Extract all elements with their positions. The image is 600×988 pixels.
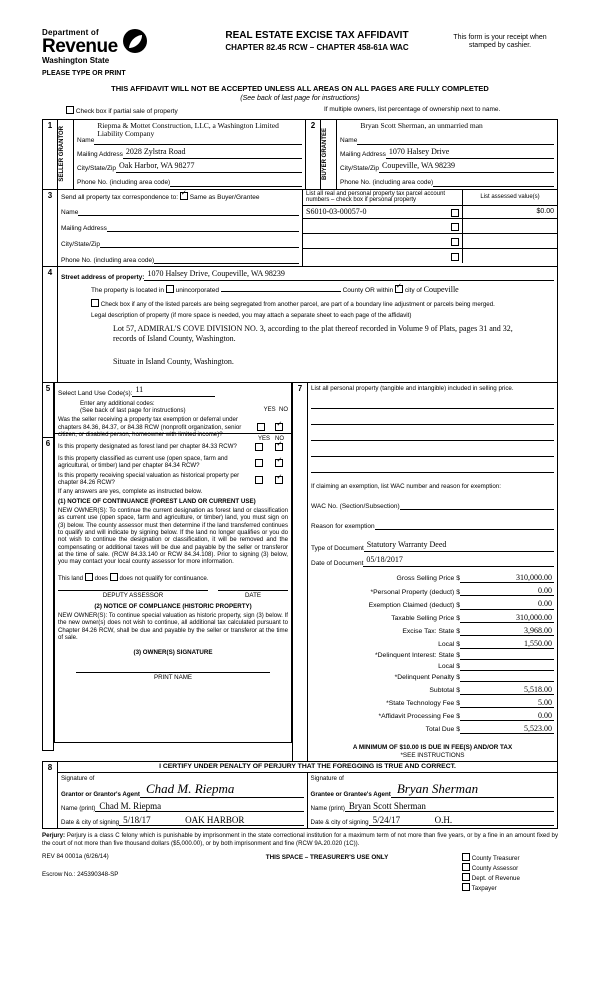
form-header	[42, 28, 558, 78]
segregated-label: Check box if any of the listed parcels are being segregated from another parcel, are part of a boundary line adjustment or parcels being merged.	[100, 300, 495, 308]
street-address-value[interactable]: 1070 Halsey Drive, Coupeville, WA 98239	[144, 269, 554, 281]
personal-property-lines[interactable]	[311, 398, 554, 473]
corr-address-value[interactable]	[107, 220, 299, 232]
revenue-label: Revenue	[42, 36, 118, 58]
assessed-value-0[interactable]: $0.00	[463, 206, 558, 219]
corr-phone-value[interactable]	[154, 252, 299, 264]
fin-value-3[interactable]: 310,000.00	[460, 613, 554, 623]
street-address-row	[61, 269, 554, 281]
personal-property-label: List all personal property (tangible and intangible) included in selling price.	[311, 384, 514, 392]
box5-fields	[54, 382, 292, 438]
box3-number: 3	[43, 189, 58, 266]
receipt-note: This form is your receipt when stamped by cashier.	[453, 34, 547, 50]
grantee-signature-value[interactable]: Bryan Sherman	[391, 782, 554, 798]
doc-type-value[interactable]: Statutory Warranty Deed	[364, 540, 554, 552]
same-as-buyer-checkbox[interactable]	[180, 192, 188, 200]
wac-row	[311, 498, 554, 510]
owner-signature-title: (3) OWNER(S) SIGNATURE	[133, 649, 213, 657]
box4-number: 4	[43, 267, 58, 383]
copy-dept-revenue[interactable]	[462, 873, 558, 882]
see-instructions-label: *SEE INSTRUCTIONS	[400, 751, 465, 759]
seller-phone-label: Phone No. (including area code)	[77, 179, 171, 187]
box6-q2-yes-checkbox[interactable]	[255, 459, 263, 467]
buyer-address-label: Mailing Address	[340, 151, 386, 159]
partial-sale-checkbox[interactable]	[66, 106, 74, 114]
box6-q2-row	[58, 455, 288, 469]
grantor-city-value[interactable]: OAK HARBOR	[179, 815, 303, 826]
treasurer-space-label: THIS SPACE – TREASURER'S USE ONLY	[265, 853, 389, 861]
box6-fields	[54, 433, 292, 743]
buyer-phone-label: Phone No. (including area code)	[340, 179, 434, 187]
box5-q1-yes-checkbox[interactable]	[257, 423, 265, 431]
unincorporated-checkbox[interactable]	[166, 285, 174, 293]
fin-value-1[interactable]: 0.00	[460, 586, 554, 596]
seller-city-label: City/State/Zip	[77, 165, 117, 173]
buyer-name-label: Name	[340, 137, 358, 145]
fin-value-12[interactable]: 5,523.00	[460, 724, 554, 734]
box2-fields	[337, 119, 558, 189]
box5-see-back: (See back of last page for instructions)	[80, 407, 186, 415]
fin-row-9	[311, 685, 554, 695]
fin-label-11: *Affidavit Processing Fee $	[378, 713, 460, 721]
partial-sale-row	[42, 106, 300, 115]
copy-taxpayer[interactable]	[462, 883, 558, 892]
copy-county-assessor[interactable]	[462, 863, 558, 872]
rev-number: REV 84 0001a (6/26/14)	[42, 852, 109, 860]
fin-row-3	[311, 613, 554, 623]
multiple-owners-label: If multiple owners, list percentage of ownership next to name.	[324, 106, 501, 114]
buyer-address-row	[340, 147, 554, 159]
box1-fields	[74, 119, 306, 189]
fin-row-1	[311, 586, 554, 596]
assessed-value-3[interactable]	[463, 249, 558, 264]
fin-value-10[interactable]: 5.00	[460, 698, 554, 708]
personal-property-line-4[interactable]	[311, 446, 554, 457]
box6-q1-no-checkbox[interactable]	[275, 443, 283, 451]
box2-number: 2	[306, 119, 321, 189]
buyer-city-value[interactable]: Coupeville, WA 98239	[379, 161, 554, 173]
fin-value-9[interactable]: 5,518.00	[460, 685, 554, 695]
land-does-not-label: does not qualify for continuance.	[119, 574, 209, 582]
grantor-agent-label: Grantor or Grantor's Agent	[61, 790, 140, 798]
same-as-buyer-label: Same as Buyer/Grantee	[189, 193, 260, 201]
send-correspondence-label: Send all property tax correspondence to:	[61, 193, 179, 201]
personal-property-line-2[interactable]	[311, 414, 554, 425]
fin-label-0: Gross Selling Price $	[396, 575, 460, 583]
seller-city-value[interactable]: Oak Harbor, WA 98277	[116, 161, 302, 173]
seller-name-row	[77, 122, 302, 145]
located-in-label: The property is located in	[91, 287, 164, 295]
box6-q3-yes-checkbox[interactable]	[255, 476, 263, 484]
affidavit-form	[42, 28, 558, 892]
box7-number: 7	[293, 382, 308, 761]
parcel-list-cell	[303, 189, 558, 266]
box5-question-row	[58, 416, 288, 438]
doc-type-label: Type of Document	[311, 544, 364, 552]
box6-q1-yes-checkbox[interactable]	[255, 443, 263, 451]
corr-phone-label: Phone No. (including area code)	[61, 256, 155, 264]
fin-label-12: Total Due $	[425, 726, 460, 734]
corr-name-row	[61, 204, 299, 216]
box6-q2-no-checkbox[interactable]	[275, 459, 283, 467]
land-use-row	[58, 385, 288, 397]
personal-property-line-3[interactable]	[311, 430, 554, 441]
copy-taxpayer-checkbox[interactable]	[462, 883, 470, 891]
corr-address-label: Mailing Address	[61, 224, 107, 232]
box5-no-label: NO	[279, 407, 288, 414]
fin-value-5[interactable]: 1,550.00	[460, 639, 554, 649]
certify-label: I CERTIFY UNDER PENALTY OF PERJURY THAT THE FOREGOING IS TRUE AND CORRECT.	[58, 762, 557, 773]
lower-section-table	[42, 382, 558, 762]
fin-row-10	[311, 698, 554, 708]
box6-ifany-label: If any answers are yes, complete as instructed below.	[58, 487, 203, 495]
seller-phone-row	[77, 175, 302, 187]
parcel-personal-checkbox-3[interactable]	[451, 253, 459, 261]
escrow-row	[42, 871, 192, 878]
land-does-label: does	[94, 574, 108, 582]
escrow-label: Escrow No.:	[42, 871, 76, 879]
grantor-signature-block	[58, 773, 308, 829]
parcel-header: List all real and personal property tax parcel account numbers – check box if personal property	[303, 190, 463, 206]
buyer-name-row	[340, 122, 554, 145]
notice-continuance-title: (1) NOTICE OF CONTINUANCE (FOREST LAND OR CURRENT USE)	[58, 497, 256, 505]
additional-codes-label: Enter any additional codes:	[80, 400, 155, 408]
page-subtitle: CHAPTER 82.45 RCW – CHAPTER 458-61A WAC	[225, 42, 409, 52]
box6-number: 6	[43, 438, 54, 751]
legal-description-text-2: Situate in Island County, Washington.	[113, 356, 234, 366]
grantee-date-label: Date & city of signing	[310, 819, 369, 827]
fin-row-0	[311, 573, 554, 583]
personal-property-line-1[interactable]	[311, 398, 554, 409]
deputy-date-label: DATE	[218, 590, 288, 599]
box5-number: 5	[43, 383, 54, 438]
assessed-value-1[interactable]	[463, 219, 558, 234]
city-of-checkbox[interactable]	[395, 285, 403, 293]
corr-phone-row	[61, 252, 299, 264]
buyer-city-label: City/State/Zip	[340, 165, 380, 173]
grantee-date-value[interactable]: 5/24/17	[369, 815, 429, 826]
property-address-table	[42, 266, 558, 383]
copy-dept-revenue-checkbox[interactable]	[462, 873, 470, 881]
doc-date-label: Date of Document	[311, 559, 364, 567]
fin-label-6: *Delinquent Interest: State $	[374, 652, 460, 660]
box6-no-label: NO	[275, 436, 284, 443]
box8-content	[58, 761, 558, 829]
grantee-name-value[interactable]: Bryan Scott Sherman	[345, 801, 554, 812]
affidavit-warning: THIS AFFIDAVIT WILL NOT BE ACCEPTED UNLESS ALL AREAS ON ALL PAGES ARE FULLY COMPLETED	[111, 84, 489, 94]
grantor-signature-value[interactable]: Chad M. Riepma	[140, 782, 304, 798]
box6-q1-row	[58, 443, 288, 453]
department-label: Department of	[42, 28, 99, 37]
parcel-row	[303, 234, 463, 249]
grantee-name-label: Name (print)	[310, 804, 345, 812]
corr-city-label: City/State/Zip	[61, 240, 101, 248]
box6-q3-row	[58, 472, 288, 486]
state-label: Washington State	[42, 56, 110, 66]
parcel-value-0[interactable]: S6010-03-00057-0	[306, 207, 367, 217]
this-land-label: This land	[58, 574, 84, 582]
title-block	[192, 28, 442, 52]
doc-date-value[interactable]: 05/18/2017	[363, 555, 554, 567]
agency-block	[42, 28, 192, 78]
perjury-label: Perjury:	[42, 832, 66, 840]
grantor-sig-label: Signature of	[61, 774, 95, 782]
located-in-row	[61, 285, 554, 294]
parcel-row	[303, 249, 463, 264]
fin-row-4	[311, 626, 554, 636]
escrow-value[interactable]: 245390348-SP	[77, 871, 119, 879]
parties-table	[42, 119, 558, 190]
corr-name-label: Name	[61, 208, 79, 216]
county-or-label: County OR within	[342, 287, 394, 295]
box6-yes-label: YES	[257, 436, 270, 443]
fin-label-10: *State Technology Fee $	[386, 700, 460, 708]
copy-county-treasurer-label: County Treasurer	[471, 854, 520, 862]
buyer-grantee-side: BUYER GRANTEE	[321, 119, 337, 189]
corr-address-row	[61, 220, 299, 232]
land-does-checkbox[interactable]	[85, 573, 93, 581]
exemption-label: If claiming an exemption, list WAC number and reason for exemption:	[311, 482, 501, 490]
minimum-due-label: A MINIMUM OF $10.00 IS DUE IN FEE(S) AND/OR TAX	[352, 744, 513, 752]
seller-phone-value[interactable]	[170, 175, 302, 187]
buyer-name-value[interactable]: Bryan Scott Sherman, an unmarried man	[357, 122, 554, 145]
copy-county-treasurer-checkbox[interactable]	[462, 853, 470, 861]
land-does-not-checkbox[interactable]	[110, 573, 118, 581]
unincorporated-label: unincorporated	[175, 287, 219, 295]
corr-city-value[interactable]	[100, 236, 299, 248]
parcel-personal-checkbox-1[interactable]	[451, 223, 459, 231]
seller-name-value[interactable]: Riepma & Mottet Construction, LLC, a Washington Limited Liability Company	[94, 122, 302, 145]
fin-row-11	[311, 711, 554, 721]
send-correspondence-row	[61, 192, 299, 201]
box7-fields	[308, 382, 558, 761]
fin-value-11[interactable]: 0.00	[460, 711, 554, 721]
tax-correspondence-table	[42, 189, 558, 267]
reason-row	[311, 518, 554, 530]
box8-number: 8	[43, 761, 58, 829]
grantor-name-value[interactable]: Chad M. Riepma	[95, 801, 303, 812]
fin-value-7[interactable]	[460, 670, 554, 671]
fin-row-2	[311, 599, 554, 609]
print-name-label: PRINT NAME	[153, 674, 193, 682]
copy-taxpayer-label: Taxpayer	[471, 885, 497, 893]
segregated-row	[61, 299, 554, 308]
certification-table	[42, 761, 558, 830]
legal-description-text-1: Lot 57, ADMIRAL'S COVE DIVISION NO. 3, according to the plat thereof recorded in Volume 9 of Plats, pages 31 and 32, records of Island County, Washington.	[113, 323, 513, 344]
doc-type-row	[311, 540, 554, 552]
city-of-value[interactable]: Coupeville	[423, 285, 459, 295]
partial-sale-label: Check box if partial sale of property	[75, 108, 178, 116]
page-title: REAL ESTATE EXCISE TAX AFFIDAVIT	[225, 30, 409, 41]
street-address-label: Street address of property:	[61, 273, 145, 281]
fin-value-0[interactable]: 310,000.00	[460, 573, 554, 583]
notice-compliance-body: NEW OWNER(S): To continue special valuation as historic property, sign (3) below. If the new owner(s) does not wish to continue, all additional tax calculated pursuant to Chapter 84.26 RCW, shall be due and payable by the seller or transferor at the time of sale.	[58, 611, 288, 641]
seller-address-row	[77, 147, 302, 159]
wac-value[interactable]	[400, 498, 554, 510]
box5-yes-label: YES	[263, 407, 276, 414]
please-type-label: PLEASE TYPE OR PRINT	[42, 70, 126, 78]
grantee-agent-label: Grantee or Grantee's Agent	[310, 790, 391, 798]
personal-property-line-5[interactable]	[311, 462, 554, 473]
fin-row-6	[311, 652, 554, 660]
copy-county-treasurer[interactable]	[462, 853, 558, 862]
fin-row-12	[311, 724, 554, 734]
copies-block	[462, 853, 558, 893]
wac-label: WAC No. (Section/Subsection)	[311, 502, 400, 510]
corr-name-value[interactable]	[78, 204, 299, 216]
fin-value-2[interactable]: 0.00	[460, 599, 554, 609]
unincorporated-value[interactable]	[221, 291, 341, 292]
notice-compliance-title: (2) NOTICE OF COMPLIANCE (HISTORIC PROPERTY)	[94, 602, 252, 610]
perjury-block	[42, 832, 558, 847]
parcel-personal-checkbox-0[interactable]	[451, 209, 459, 217]
fin-label-8: *Delinquent Penalty $	[394, 673, 460, 681]
parcel-row	[303, 219, 463, 234]
footer-block	[42, 853, 558, 893]
box6-q2-label: Is this property classified as current use (open space, farm and agricultural, or timber) land per chapter 84.34 RCW?	[58, 455, 228, 470]
parcel-row	[303, 206, 463, 219]
fin-value-8[interactable]	[460, 681, 554, 682]
box3-fields	[58, 189, 303, 266]
fin-value-4[interactable]: 3,968.00	[460, 626, 554, 636]
seller-grantor-side: SELLER GRANTOR	[58, 119, 74, 189]
parcel-personal-checkbox-2[interactable]	[451, 238, 459, 246]
fin-label-4: Excise Tax: State $	[402, 628, 460, 636]
fin-label-1: *Personal Property (deduct) $	[370, 588, 460, 596]
fin-row-5	[311, 639, 554, 649]
reason-value[interactable]	[375, 518, 554, 530]
fin-row-7	[311, 663, 554, 671]
fin-value-6[interactable]	[460, 659, 554, 660]
fin-row-8	[311, 674, 554, 682]
box5-q1-no-checkbox[interactable]	[275, 423, 283, 431]
land-use-value[interactable]: 11	[132, 385, 215, 397]
buyer-phone-value[interactable]	[433, 175, 554, 187]
segregated-checkbox[interactable]	[91, 299, 99, 307]
assessed-header: List assessed value(s)	[463, 190, 558, 206]
perjury-text: Perjury is a class C felony which is punishable by imprisonment in the state correctional institution for a maximum term of not more than five years, or by a fine in an amount fixed by the court of not more than five thousand dollars ($5,000.00), or by both imprisonment and fine (RCW 9A.20.020 (1C)).	[42, 832, 558, 847]
affidavit-warning-sub: (See back of last page for instructions)	[240, 95, 360, 103]
seller-name-label: Name	[77, 137, 95, 145]
assessed-value-2[interactable]	[463, 234, 558, 249]
copy-county-assessor-checkbox[interactable]	[462, 863, 470, 871]
city-of-label: city of	[404, 287, 422, 295]
fin-label-9: Subtotal $	[429, 686, 460, 694]
grantor-name-label: Name (print)	[61, 804, 96, 812]
seller-address-value[interactable]: 2028 Zylstra Road	[123, 147, 302, 159]
deputy-assessor-label: DEPUTY ASSESSOR	[58, 590, 208, 599]
fin-label-5: Local $	[438, 641, 460, 649]
box5-question-label: Was the seller receiving a property tax exemption or deferral under chapters 84.36, 84.37, or 84.38 RCW (nonprofit organization, senior citizen, or disabled person, homeowner with limited income)?	[58, 416, 242, 438]
grantee-sig-label: Signature of	[310, 774, 344, 782]
doc-date-row	[311, 555, 554, 567]
box6-q3-label: Is this property receiving special valuation as historical property per chapter 84.26 RCW?	[58, 471, 240, 486]
fin-label-3: Taxable Selling Price $	[391, 614, 460, 622]
deputy-assessor-row	[58, 590, 288, 599]
seller-address-label: Mailing Address	[77, 151, 123, 159]
corr-city-row	[61, 236, 299, 248]
notice-continuance-body: NEW OWNER(S): To continue the current designation as forest land or classification as current use (open space, farm and agriculture, or timber) land, you must sign on (3) below. The county assessor must then determine if the land transferred continues to qualify and will indicate by signing below. If the land no longer qualifies or you do not wish to continue the designation or classification, it will be removed and the compensating or additional taxes will be due and payable by the seller or transferor at the time of sale. (RCW 84.33.140 or RCW 84.34.108). Prior to signing (3) below, you may contact your local county assessor for more information.	[58, 507, 288, 566]
land-qualify-row	[58, 573, 288, 582]
fin-label-7: Local $	[438, 662, 460, 670]
grantee-city-value[interactable]: O.H.	[429, 815, 554, 826]
land-use-label: Select Land Use Code(s):	[58, 389, 133, 397]
grantor-date-value[interactable]: 5/18/17	[119, 815, 179, 826]
reason-label: Reason for exemption	[311, 522, 375, 530]
box5-instructions-row	[58, 407, 288, 414]
grantee-signature-block	[308, 773, 558, 829]
legal-description-label: Legal description of property (if more space is needed, you may attach a separate sheet to each page of the affidavit)	[91, 311, 412, 319]
fin-label-2: Exemption Claimed (deduct) $	[368, 601, 460, 609]
copy-dept-revenue-label: Dept. of Revenue	[471, 875, 520, 883]
buyer-phone-row	[340, 175, 554, 187]
buyer-address-value[interactable]: 1070 Halsey Drive	[386, 147, 554, 159]
box1-number: 1	[43, 119, 58, 189]
revenue-logo-icon	[122, 28, 148, 57]
buyer-city-row	[340, 161, 554, 173]
box6-q3-no-checkbox[interactable]	[275, 476, 283, 484]
copy-county-assessor-label: County Assessor	[471, 865, 519, 873]
seller-city-row	[77, 161, 302, 173]
box6-q1-label: Is this property designated as forest land per chapter 84.33 RCW?	[58, 443, 237, 451]
grantor-date-label: Date & city of signing	[61, 819, 120, 827]
box4-fields	[58, 267, 558, 383]
